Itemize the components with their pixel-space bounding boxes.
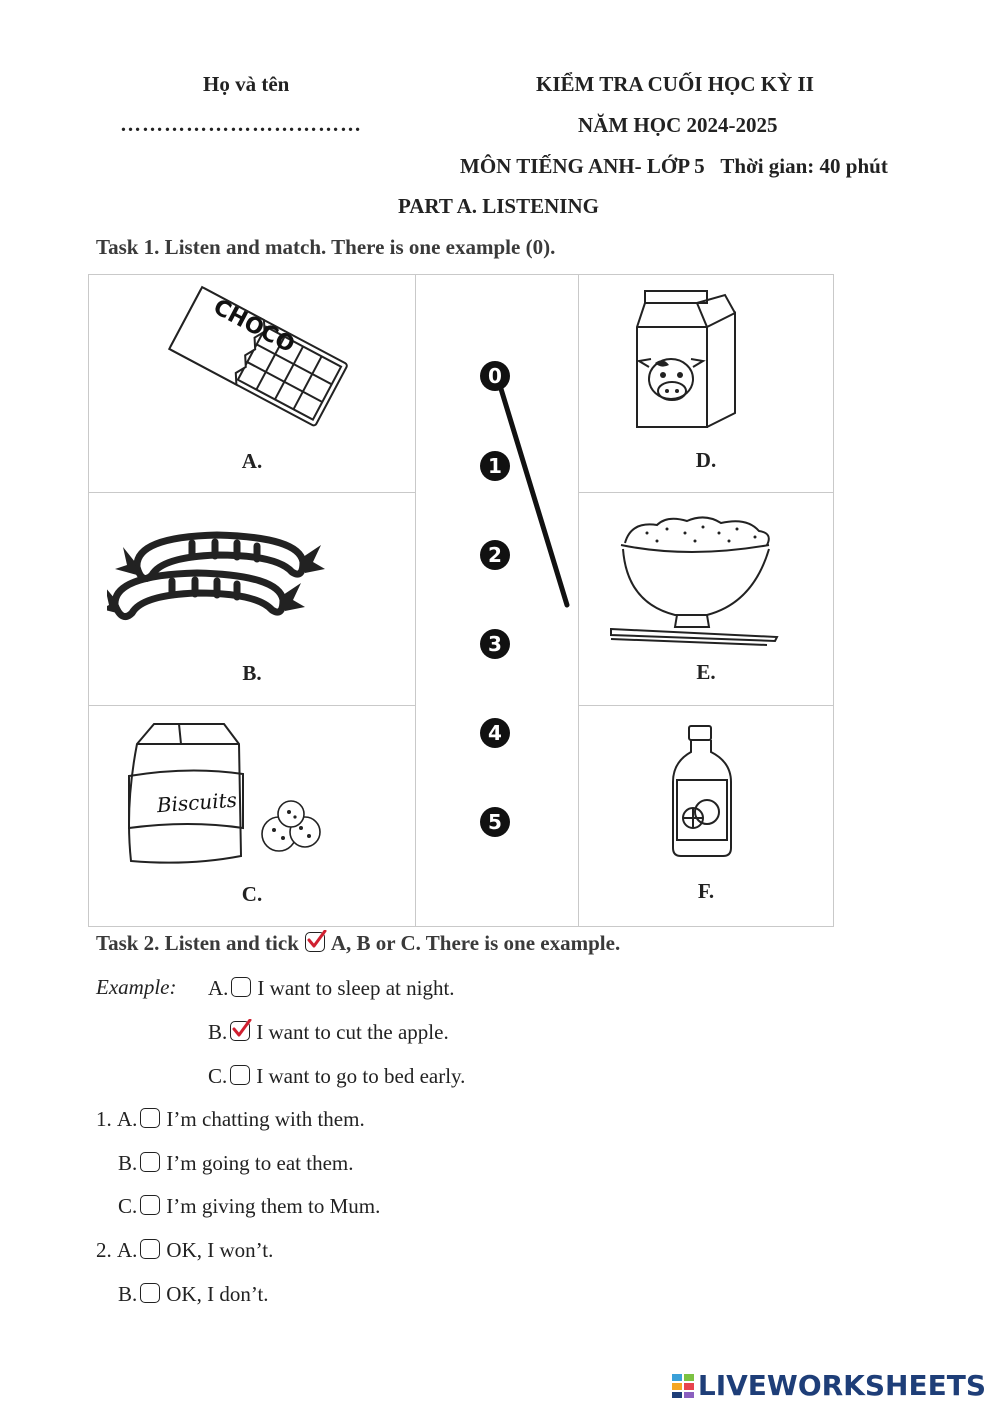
sausages-icon [107, 517, 329, 647]
exam-title: KIỂM TRA CUỐI HỌC KỲ II [536, 72, 814, 96]
liveworksheets-mark-icon [671, 1373, 695, 1399]
subject-line [460, 154, 888, 179]
picture-label-f: F. [697, 879, 715, 903]
q1-option-b [118, 1151, 353, 1176]
school-year: NĂM HỌC 2024-2025 [578, 113, 778, 137]
option-text: I want to sleep at night. [257, 976, 455, 1000]
number-1-icon[interactable]: 1 [480, 451, 510, 481]
picture-label-e: E. [696, 660, 716, 684]
subject: MÔN TIẾNG ANH- LỚP 5 [460, 154, 705, 178]
picture-label-b: B. [242, 661, 262, 685]
checkbox-icon[interactable] [140, 1195, 160, 1215]
option-letter: B. [118, 1151, 138, 1175]
checkbox-icon[interactable] [140, 1152, 160, 1172]
number-2-icon[interactable]: 2 [480, 540, 510, 570]
checkbox-icon[interactable] [140, 1283, 160, 1303]
number-3-icon[interactable]: 3 [480, 629, 510, 659]
example-option-b [208, 1020, 449, 1045]
option-text: I’m going to eat them. [166, 1151, 354, 1175]
example-option-c [208, 1064, 465, 1089]
liveworksheets-brand: LIVEWORKSHEETS [697, 1369, 986, 1402]
option-letter: A. [117, 1107, 138, 1131]
picture-cell-b[interactable] [88, 492, 416, 706]
name-label: Họ và tên [203, 72, 290, 96]
task1-title: Task 1. Listen and match. There is one example (0). [96, 235, 556, 259]
exam-time: Thời gian: 40 phút [720, 154, 888, 178]
part-title: PART A. LISTENING [398, 194, 599, 218]
option-letter: C. [118, 1194, 138, 1218]
picture-label-c: C. [241, 882, 263, 906]
task2-title-start: Task 2. Listen and tick [96, 931, 299, 955]
option-text: OK, I don’t. [166, 1282, 269, 1306]
option-text: I’m giving them to Mum. [166, 1194, 381, 1218]
option-letter: C. [208, 1064, 228, 1088]
number-0-icon[interactable]: 0 [480, 361, 510, 391]
number-4-icon[interactable]: 4 [480, 718, 510, 748]
name-field[interactable]: …………………………… [120, 112, 362, 136]
biscuits-label: Biscuits [156, 787, 238, 818]
picture-label-d: D. [695, 448, 717, 472]
task2-title-end: A, B or C. There is one example. [330, 931, 621, 955]
option-text: I want to go to bed early. [256, 1064, 466, 1088]
option-text: I want to cut the apple. [256, 1020, 449, 1044]
option-letter: B. [118, 1282, 138, 1306]
milk-carton-icon [631, 287, 751, 432]
option-letter: A. [117, 1238, 138, 1262]
checkbox-icon[interactable] [231, 977, 251, 997]
q2-option-b [118, 1282, 269, 1307]
checkbox-icon[interactable] [230, 1065, 250, 1085]
biscuits-bag-icon [119, 716, 329, 876]
rice-bowl-icon [607, 511, 787, 646]
checked-box-icon [305, 932, 325, 952]
question-number: 2. [96, 1238, 112, 1262]
option-letter: A. [208, 976, 229, 1000]
task2-title [96, 931, 620, 956]
numbers-column [415, 274, 579, 927]
number-5-icon[interactable]: 5 [480, 807, 510, 837]
option-text: OK, I won’t. [166, 1238, 274, 1262]
checkbox-icon[interactable] [140, 1108, 160, 1128]
picture-label-a: A. [241, 449, 263, 473]
picture-cell-c[interactable] [88, 705, 416, 927]
option-text: I’m chatting with them. [166, 1107, 365, 1131]
checked-box-icon[interactable] [230, 1021, 250, 1041]
example-option-a [208, 976, 455, 1001]
chocolate-bar-icon [154, 285, 354, 435]
option-letter: B. [208, 1020, 228, 1044]
q2-option-a [96, 1238, 273, 1263]
example-label: Example: [96, 975, 177, 999]
chocolate-label: CHOCO [209, 294, 299, 359]
matching-grid [88, 274, 834, 927]
q1-option-a [96, 1107, 365, 1132]
picture-cell-a[interactable] [88, 274, 416, 493]
picture-cell-d[interactable] [578, 274, 834, 493]
checkbox-icon[interactable] [140, 1239, 160, 1259]
question-number: 1. [96, 1107, 112, 1131]
liveworksheets-logo[interactable] [671, 1369, 986, 1402]
q1-option-c [118, 1194, 380, 1219]
juice-bottle-icon [667, 722, 737, 862]
picture-cell-e[interactable] [578, 492, 834, 706]
picture-cell-f[interactable] [578, 705, 834, 927]
